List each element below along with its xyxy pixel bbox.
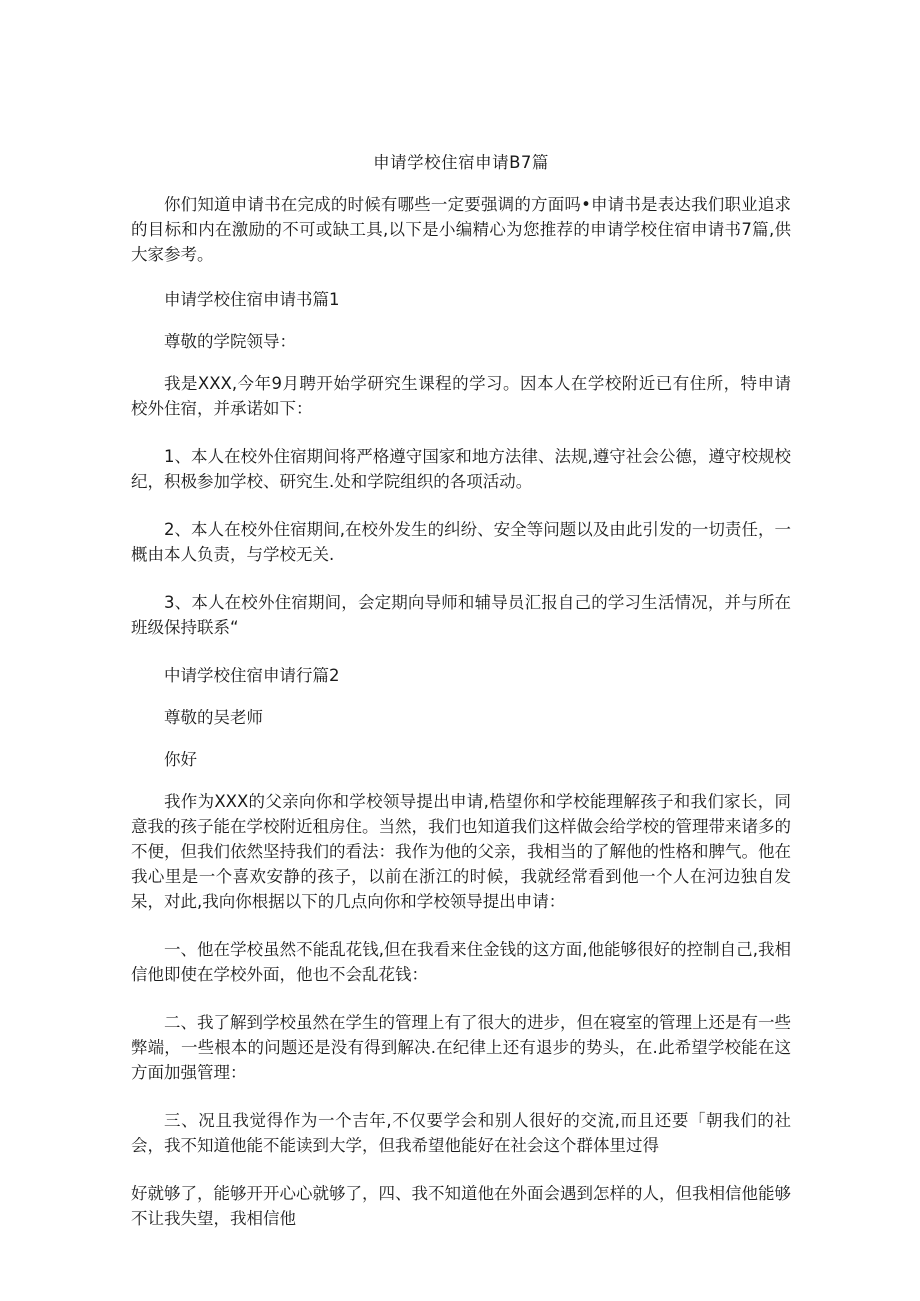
pledge-item-3: 3、本人在校外住宿期间，会定期向导师和辅导员汇报自己的学习生活情况，并与所在班级保持联系“ [131,593,791,637]
intro-paragraph: 你们知道申请书在完成的时候有哪些一定要强调的方面吗•申请书是表达我们职业追求的目标和内在激励的不可或缺工具,以下是小编精心为您推荐的申请学校住宿申请书7篇,供大家参考。 [131,195,791,264]
continuation-paragraph: 好就够了，能够开开心心就够了，四、我不知道他在外面会遇到怎样的人，但我相信他能够不让我失望，我相信他 [131,1184,791,1228]
request-item-1: 一、他在学校虽然不能乱花钱,但在我看来住金钱的这方面,他能够很好的控制自己,我相信他即使在学校外面，他也不会乱花钱： [131,940,791,984]
body-paragraph: 我作为XXX的父亲向你和学校领导提出申请,梏望你和学校能理解孩子和我们家长，同意我的孩子能在学校附近租房住。当然，我们也知道我们这样做会给学校的管理带来诸多的不便，但我们依然坚持我们的看法：我作为他的父亲，我相当的了解他的性格和脾气。他在我心里是一个喜欢安静的孩子，以前在浙江的时候，我就经常看到他一个人在河边独自发呆，对此,我向你根据以下的几点向你和学校领导提出申请： [131,792,791,911]
document-title: 申请学校住宿申请B7篇 [373,153,549,172]
request-item-2: 二、我了解到学校虽然在学生的管理上有了很大的进步，但在寝室的管理上还是有一些弊端，一些根本的问题还是没有得到解决.在纪律上还有退步的势头，在.此希望学校能在这方面加强管理： [131,1013,791,1082]
salutation-2: 尊敬的吴老师 [164,708,263,727]
document-body [131,150,791,1254]
pledge-item-2: 2、本人在校外住宿期间,在校外发生的纠纷、安全等问题以及由此引发的一切责任，一概由本人负责，与学校无关. [131,520,791,564]
request-item-3: 三、况且我觉得作为一个吉年,不仅要学会和别人很好的交流,而且还要「朝我们的社会，我不知道他能不能读到大学，但我希望他能好在社会这个群体里过得 [131,1111,791,1155]
section-heading-2: 中请学校住宿申请行篇2 [164,666,340,685]
section-heading-1: 申请学校住宿申请书篇1 [164,290,340,309]
body-paragraph: 我是XXX,今年9月聘开始学研究生课程的学习。因本人在学校附近已有住所，特申请校外住宿，并承诺如下： [131,374,791,418]
salutation-1: 尊敬的学院领导： [164,332,296,351]
greeting: 你好 [164,750,197,769]
pledge-item-1: 1、本人在校外住宿期间将严格遵守国家和地方法律、法规,遵守社会公德，遵守校规校纪，积极参加学校、研究生.处和学院组织的各项活动。 [131,447,791,491]
